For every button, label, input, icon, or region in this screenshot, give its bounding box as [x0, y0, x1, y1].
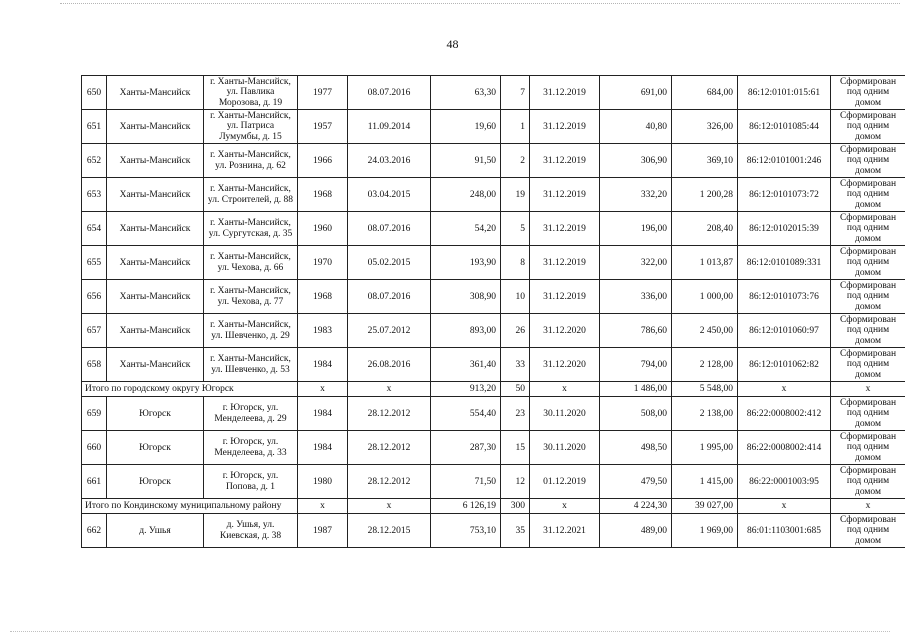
cell-plot-area: 1 969,00 [672, 514, 738, 548]
cell-area: 893,00 [431, 314, 501, 348]
cell-plot-area: 1 000,00 [672, 280, 738, 314]
cell-number: 653 [82, 178, 107, 212]
cell-land-area: 786,60 [600, 314, 672, 348]
cell-land-area: 794,00 [600, 348, 672, 382]
cell-residents: 35 [501, 514, 530, 548]
cell-cadastral-number: 86:01:1103001:685 [738, 514, 831, 548]
cell-land-area: 322,00 [600, 246, 672, 280]
cell-number: 655 [82, 246, 107, 280]
cell-cadastral-number: 86:12:0102015:39 [738, 212, 831, 246]
cell-plot-area: 2 128,00 [672, 348, 738, 382]
housing-register-table [81, 75, 905, 548]
cell-address: г. Югорск, ул. Попова, д. 1 [204, 465, 298, 499]
cell-cadastral-number: 86:12:0101062:82 [738, 348, 831, 382]
cell-residents: 15 [501, 431, 530, 465]
cell-resettlement-deadline: x [530, 499, 600, 514]
cell-emergency-date: 25.07.2012 [348, 314, 431, 348]
cell-resettlement-deadline: 31.12.2020 [530, 314, 600, 348]
cell-address: г. Ханты-Мансийск, ул. Сургутская, д. 35 [204, 212, 298, 246]
cell-plot-area: 1 013,87 [672, 246, 738, 280]
table-body [82, 76, 905, 548]
cell-resettlement-deadline: 30.11.2020 [530, 397, 600, 431]
cell-emergency-date: 28.12.2015 [348, 514, 431, 548]
cell-cadastral-number: 86:12:0101085:44 [738, 110, 831, 144]
cell-plot-status: Сформирован под одним домом [831, 348, 905, 382]
cell-address: г. Ханты-Мансийск, ул. Строителей, д. 88 [204, 178, 298, 212]
cell-number: 660 [82, 431, 107, 465]
cell-emergency-date: 28.12.2012 [348, 465, 431, 499]
cell-area: 361,40 [431, 348, 501, 382]
table-row [82, 76, 905, 110]
cell-plot-status: Сформирован под одним домом [831, 178, 905, 212]
cell-settlement: Ханты-Мансийск [107, 178, 204, 212]
cell-settlement: Югорск [107, 397, 204, 431]
cell-year-built: 1987 [298, 514, 348, 548]
cell-number: 657 [82, 314, 107, 348]
cell-number: 654 [82, 212, 107, 246]
cell-plot-area: 1 200,28 [672, 178, 738, 212]
cell-plot-status: Сформирован под одним домом [831, 514, 905, 548]
cell-resettlement-deadline: 31.12.2019 [530, 76, 600, 110]
scan-edge-top [60, 3, 900, 4]
cell-settlement: Ханты-Мансийск [107, 314, 204, 348]
cell-residents: 12 [501, 465, 530, 499]
cell-plot-area: 684,00 [672, 76, 738, 110]
cell-resettlement-deadline: 01.12.2019 [530, 465, 600, 499]
cell-address: г. Ханты-Мансийск, ул. Павлика Морозова, д. 19 [204, 76, 298, 110]
cell-address: г. Югорск, ул. Менделеева, д. 29 [204, 397, 298, 431]
table-row [82, 212, 905, 246]
cell-resettlement-deadline: x [530, 382, 600, 397]
cell-number: 650 [82, 76, 107, 110]
cell-land-area: 691,00 [600, 76, 672, 110]
page-number: 48 [446, 37, 459, 51]
cell-emergency-date: x [348, 382, 431, 397]
cell-settlement: Югорск [107, 431, 204, 465]
cell-number: 662 [82, 514, 107, 548]
cell-resettlement-deadline: 31.12.2019 [530, 280, 600, 314]
cell-number: 651 [82, 110, 107, 144]
cell-settlement: Ханты-Мансийск [107, 76, 204, 110]
total-label: Итого по Кондинскому муниципальному району [82, 499, 298, 514]
cell-plot-status: Сформирован под одним домом [831, 246, 905, 280]
cell-settlement: Ханты-Мансийск [107, 110, 204, 144]
cell-plot-status: Сформирован под одним домом [831, 465, 905, 499]
cell-address: г. Ханты-Мансийск, ул. Чехова, д. 66 [204, 246, 298, 280]
cell-emergency-date: 11.09.2014 [348, 110, 431, 144]
cell-emergency-date: 28.12.2012 [348, 397, 431, 431]
cell-land-area: 1 486,00 [600, 382, 672, 397]
cell-year-built: 1968 [298, 280, 348, 314]
cell-land-area: 489,00 [600, 514, 672, 548]
cell-number: 659 [82, 397, 107, 431]
cell-address: г. Ханты-Мансийск, ул. Рознина, д. 62 [204, 144, 298, 178]
cell-area: 54,20 [431, 212, 501, 246]
cell-settlement: Ханты-Мансийск [107, 280, 204, 314]
cell-plot-area: 208,40 [672, 212, 738, 246]
cell-settlement: д. Ушья [107, 514, 204, 548]
cell-plot-status: Сформирован под одним домом [831, 212, 905, 246]
cell-residents: 300 [501, 499, 530, 514]
cell-plot-area: 39 027,00 [672, 499, 738, 514]
cell-settlement: Югорск [107, 465, 204, 499]
table-row [82, 144, 905, 178]
cell-area: 753,10 [431, 514, 501, 548]
cell-cadastral-number: 86:12:0101073:72 [738, 178, 831, 212]
cell-cadastral-number: 86:22:0008002:414 [738, 431, 831, 465]
cell-residents: 10 [501, 280, 530, 314]
cell-land-area: 306,90 [600, 144, 672, 178]
cell-number: 656 [82, 280, 107, 314]
cell-year-built: 1966 [298, 144, 348, 178]
cell-cadastral-number: x [738, 382, 831, 397]
cell-cadastral-number: 86:12:0101089:331 [738, 246, 831, 280]
table-row [82, 514, 905, 548]
cell-area: 19,60 [431, 110, 501, 144]
cell-area: 63,30 [431, 76, 501, 110]
cell-year-built: 1970 [298, 246, 348, 280]
cell-year-built: 1960 [298, 212, 348, 246]
cell-land-area: 196,00 [600, 212, 672, 246]
cell-plot-area: 1 995,00 [672, 431, 738, 465]
cell-number: 652 [82, 144, 107, 178]
cell-emergency-date: 08.07.2016 [348, 212, 431, 246]
cell-emergency-date: 08.07.2016 [348, 76, 431, 110]
cell-residents: 8 [501, 246, 530, 280]
cell-cadastral-number: 86:12:0101001:246 [738, 144, 831, 178]
cell-plot-area: 2 450,00 [672, 314, 738, 348]
cell-area: 913,20 [431, 382, 501, 397]
cell-year-built: 1983 [298, 314, 348, 348]
cell-emergency-date: 28.12.2012 [348, 431, 431, 465]
cell-emergency-date: 08.07.2016 [348, 280, 431, 314]
cell-emergency-date: 03.04.2015 [348, 178, 431, 212]
table-row [82, 178, 905, 212]
cell-cadastral-number: 86:22:0008002:412 [738, 397, 831, 431]
cell-emergency-date: 05.02.2015 [348, 246, 431, 280]
table-row [82, 280, 905, 314]
cell-year-built: 1977 [298, 76, 348, 110]
cell-settlement: Ханты-Мансийск [107, 144, 204, 178]
cell-residents: 19 [501, 178, 530, 212]
cell-plot-status: Сформирован под одним домом [831, 314, 905, 348]
cell-address: д. Ушья, ул. Киевская, д. 38 [204, 514, 298, 548]
cell-area: 6 126,19 [431, 499, 501, 514]
cell-address: г. Ханты-Мансийск, ул. Патриса Лумумбы, д. 15 [204, 110, 298, 144]
cell-year-built: x [298, 382, 348, 397]
cell-address: г. Ханты-Мансийск, ул. Шевченко, д. 29 [204, 314, 298, 348]
cell-area: 554,40 [431, 397, 501, 431]
cell-plot-area: 1 415,00 [672, 465, 738, 499]
cell-area: 248,00 [431, 178, 501, 212]
cell-settlement: Ханты-Мансийск [107, 212, 204, 246]
table-row [82, 246, 905, 280]
cell-land-area: 479,50 [600, 465, 672, 499]
cell-emergency-date: 24.03.2016 [348, 144, 431, 178]
table-row [82, 397, 905, 431]
cell-emergency-date: x [348, 499, 431, 514]
cell-settlement: Ханты-Мансийск [107, 246, 204, 280]
cell-year-built: 1980 [298, 465, 348, 499]
total-row [82, 382, 905, 397]
cell-address: г. Югорск, ул. Менделеева, д. 33 [204, 431, 298, 465]
cell-cadastral-number: 86:12:0101073:76 [738, 280, 831, 314]
cell-address: г. Ханты-Мансийск, ул. Чехова, д. 77 [204, 280, 298, 314]
total-label: Итого по городскому округу Югорск [82, 382, 298, 397]
cell-area: 287,30 [431, 431, 501, 465]
table-row [82, 110, 905, 144]
cell-year-built: 1984 [298, 431, 348, 465]
cell-number: 661 [82, 465, 107, 499]
cell-land-area: 336,00 [600, 280, 672, 314]
cell-plot-status: Сформирован под одним домом [831, 280, 905, 314]
cell-residents: 2 [501, 144, 530, 178]
table-row [82, 465, 905, 499]
cell-cadastral-number: x [738, 499, 831, 514]
cell-land-area: 332,20 [600, 178, 672, 212]
cell-address: г. Ханты-Мансийск, ул. Шевченко, д. 53 [204, 348, 298, 382]
scan-edge-bottom [10, 631, 890, 632]
cell-plot-status: Сформирован под одним домом [831, 76, 905, 110]
cell-year-built: 1968 [298, 178, 348, 212]
cell-residents: 1 [501, 110, 530, 144]
cell-residents: 50 [501, 382, 530, 397]
cell-resettlement-deadline: 30.11.2020 [530, 431, 600, 465]
cell-year-built: x [298, 499, 348, 514]
cell-resettlement-deadline: 31.12.2019 [530, 144, 600, 178]
cell-plot-status: Сформирован под одним домом [831, 397, 905, 431]
cell-land-area: 498,50 [600, 431, 672, 465]
cell-plot-status: x [831, 499, 905, 514]
cell-area: 71,50 [431, 465, 501, 499]
cell-residents: 26 [501, 314, 530, 348]
cell-plot-area: 2 138,00 [672, 397, 738, 431]
cell-number: 658 [82, 348, 107, 382]
cell-plot-status: Сформирован под одним домом [831, 431, 905, 465]
table-row [82, 348, 905, 382]
cell-year-built: 1984 [298, 397, 348, 431]
cell-year-built: 1984 [298, 348, 348, 382]
cell-residents: 23 [501, 397, 530, 431]
cell-plot-status: Сформирован под одним домом [831, 144, 905, 178]
cell-plot-area: 5 548,00 [672, 382, 738, 397]
cell-plot-area: 369,10 [672, 144, 738, 178]
cell-area: 308,90 [431, 280, 501, 314]
cell-residents: 7 [501, 76, 530, 110]
cell-resettlement-deadline: 31.12.2019 [530, 246, 600, 280]
cell-resettlement-deadline: 31.12.2021 [530, 514, 600, 548]
cell-resettlement-deadline: 31.12.2019 [530, 178, 600, 212]
cell-cadastral-number: 86:12:0101060:97 [738, 314, 831, 348]
cell-resettlement-deadline: 31.12.2019 [530, 212, 600, 246]
total-row [82, 499, 905, 514]
cell-area: 91,50 [431, 144, 501, 178]
cell-residents: 33 [501, 348, 530, 382]
cell-year-built: 1957 [298, 110, 348, 144]
cell-land-area: 40,80 [600, 110, 672, 144]
cell-residents: 5 [501, 212, 530, 246]
cell-cadastral-number: 86:22:0001003:95 [738, 465, 831, 499]
cell-land-area: 508,00 [600, 397, 672, 431]
cell-plot-status: Сформирован под одним домом [831, 110, 905, 144]
cell-area: 193,90 [431, 246, 501, 280]
cell-resettlement-deadline: 31.12.2020 [530, 348, 600, 382]
cell-cadastral-number: 86:12:0101:015:61 [738, 76, 831, 110]
cell-land-area: 4 224,30 [600, 499, 672, 514]
table-row [82, 431, 905, 465]
cell-emergency-date: 26.08.2016 [348, 348, 431, 382]
cell-plot-status: x [831, 382, 905, 397]
cell-settlement: Ханты-Мансийск [107, 348, 204, 382]
cell-plot-area: 326,00 [672, 110, 738, 144]
cell-resettlement-deadline: 31.12.2019 [530, 110, 600, 144]
table-row [82, 314, 905, 348]
